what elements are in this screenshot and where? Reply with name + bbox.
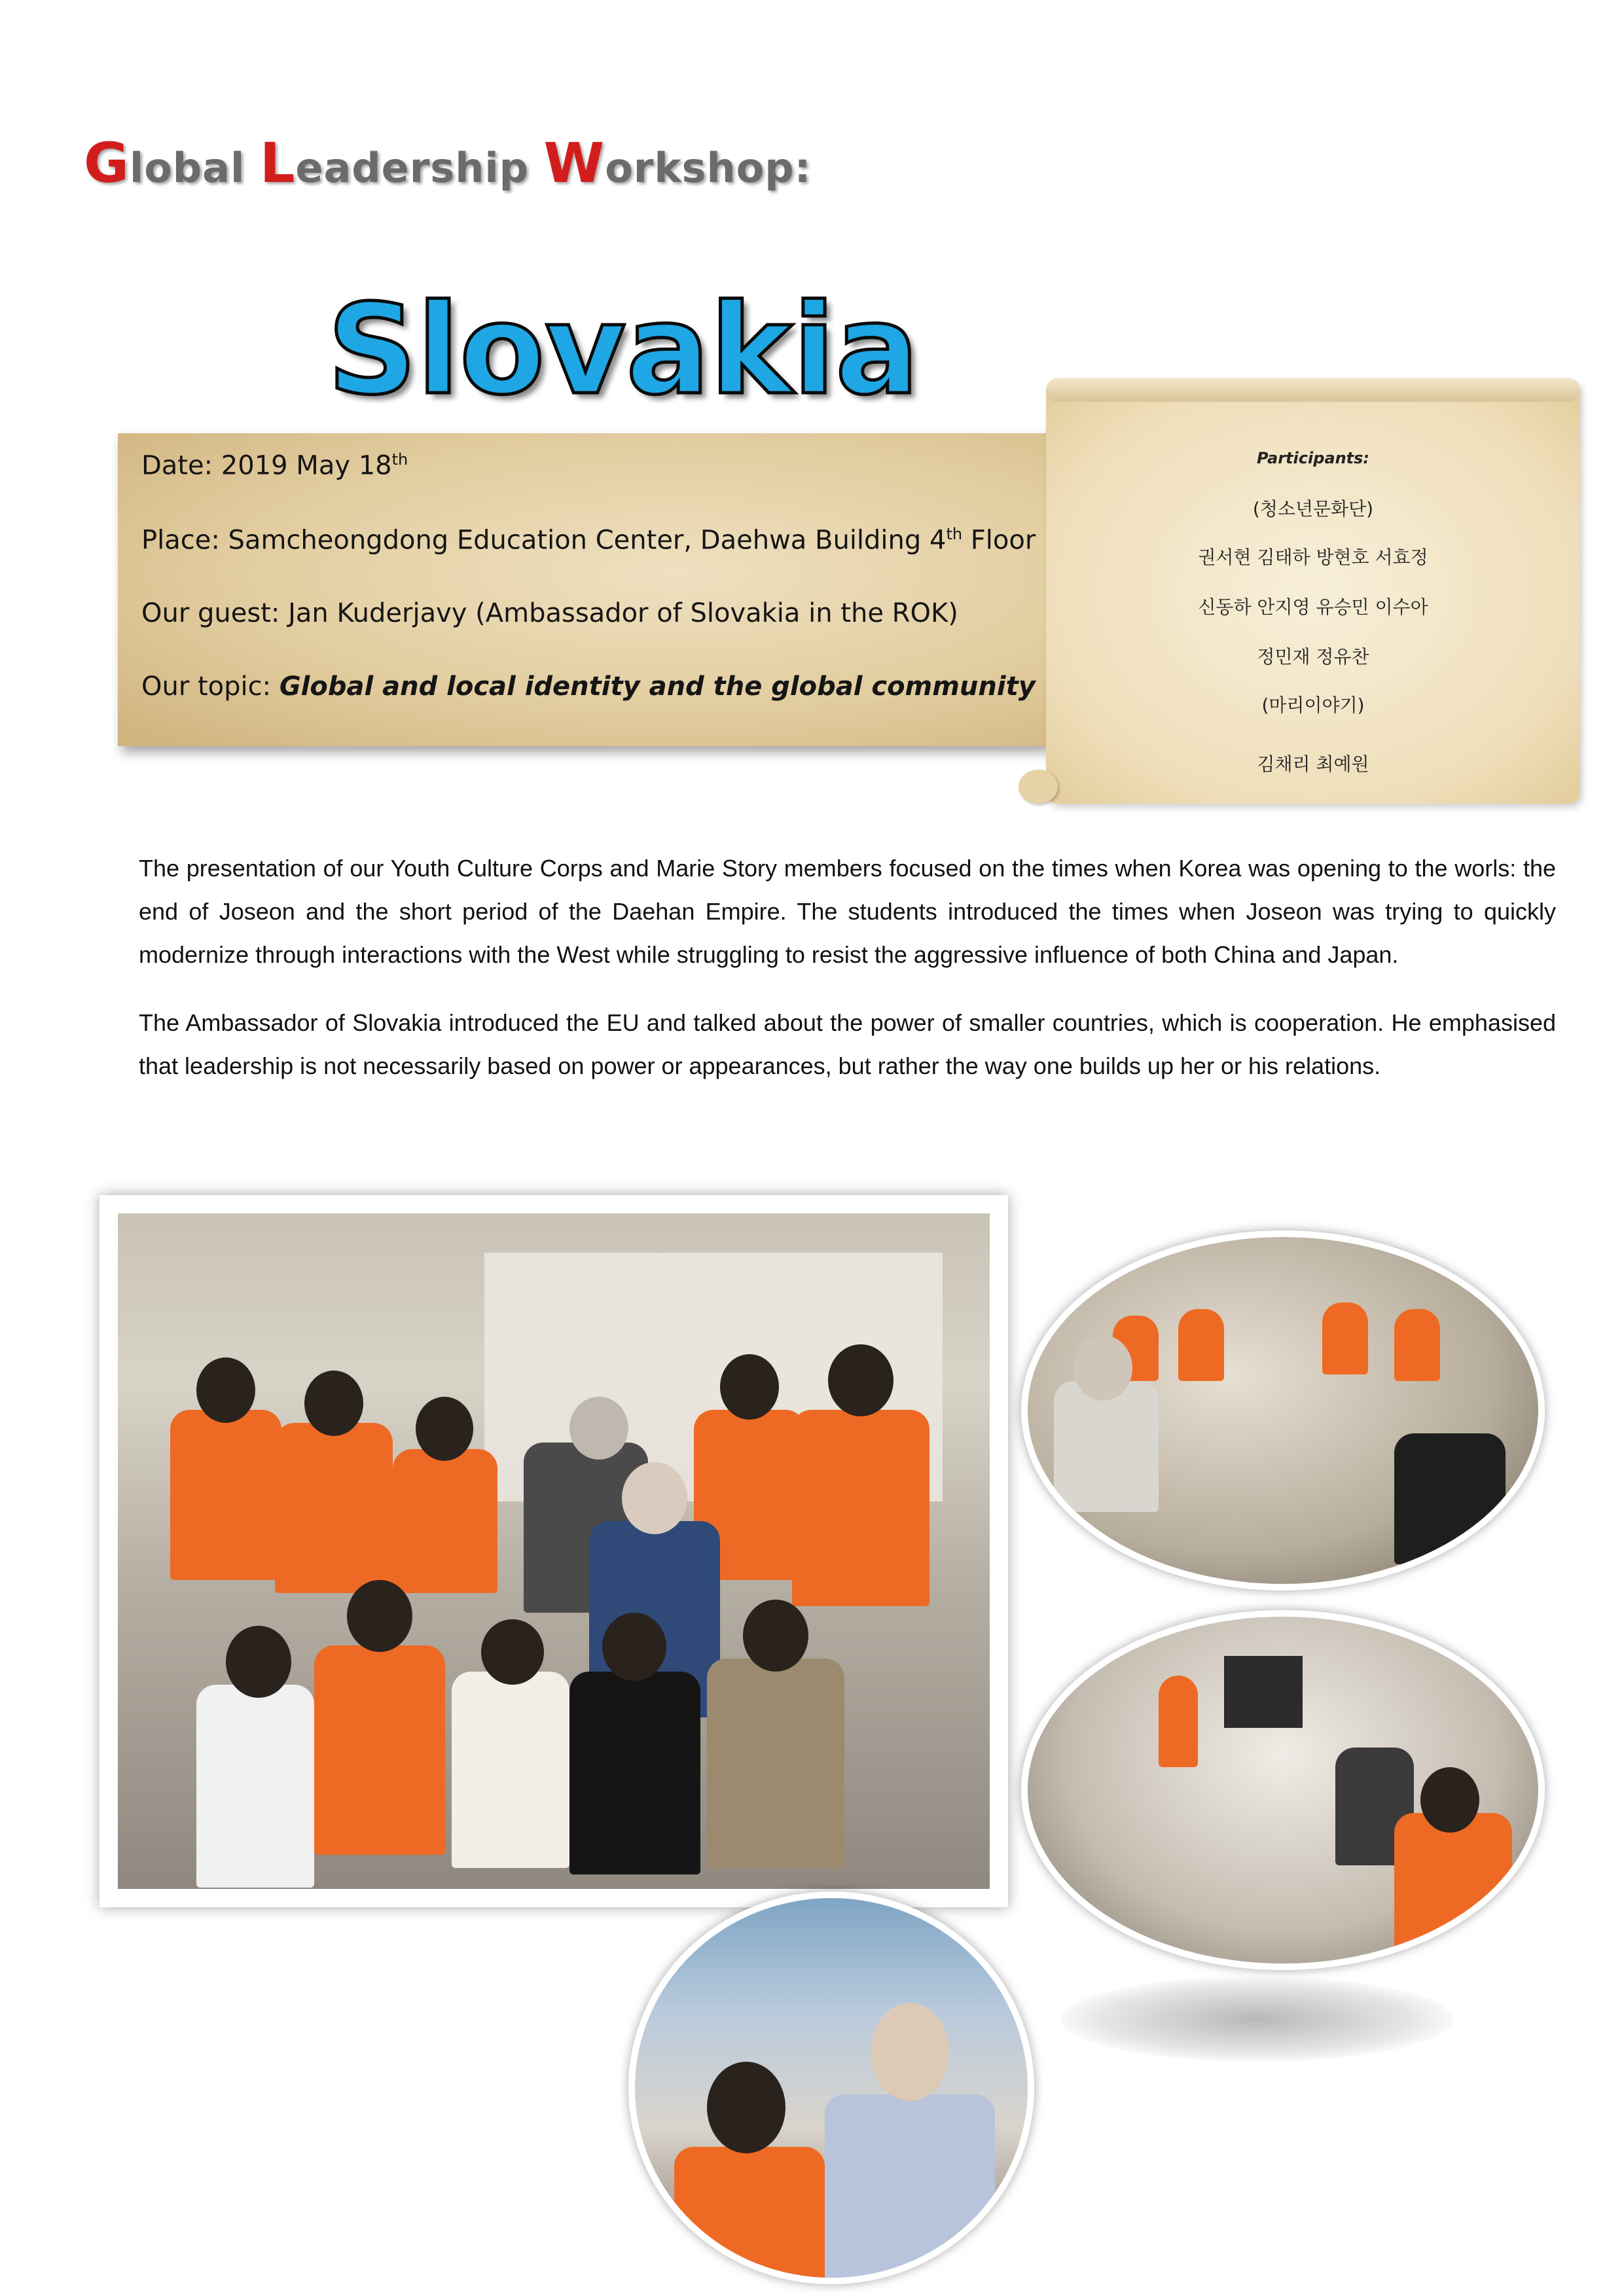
- event-guest: Our guest: Jan Kuderjavy (Ambassador of Slovakia in the ROK): [141, 598, 958, 628]
- event-place-tail: Floor: [962, 525, 1036, 556]
- title-cap-l: L: [259, 131, 296, 195]
- participants-row-3: 정민재 정유찬: [1257, 646, 1369, 668]
- discussion-photo-oval: [1021, 1230, 1545, 1590]
- title-rest-l: eadership: [295, 144, 544, 192]
- scroll-curl-top: [1046, 378, 1580, 402]
- participants-group-marie-story: (마리이야기): [1261, 694, 1365, 716]
- event-date-text: Date: 2019 May 18: [141, 450, 392, 481]
- participants-row-1: 권서현 김태하 방현호 서효정: [1198, 547, 1428, 568]
- body-paragraph-2: The Ambassador of Slovakia introduced the EU and talked about the power of smaller countries, which is cooperation. He emphasised that leadership is not necessarily based on power or appearances, but rather the way one builds up her or his relations.: [139, 1009, 1556, 1079]
- event-place-sup: th: [946, 525, 963, 543]
- event-topic-label: Our topic:: [141, 672, 280, 702]
- event-info-box: [118, 433, 1046, 746]
- decorative-shadow: [1060, 1977, 1453, 2062]
- ambassador-portrait-oval: [628, 1892, 1034, 2284]
- event-place: [141, 525, 1036, 555]
- participants-heading: Participants:: [1256, 449, 1370, 467]
- event-topic-value: Global and local identity and the global community: [279, 672, 1036, 702]
- presentation-photo-oval: [1021, 1610, 1545, 1970]
- participants-row-4: 김채리 최예원: [1257, 753, 1369, 775]
- group-photo-frame: [99, 1195, 1008, 1907]
- participants-row-2: 신동하 안지영 유승민 이수아: [1198, 596, 1428, 618]
- event-place-text: Place: Samcheongdong Education Center, Daehwa Building 4: [141, 525, 947, 556]
- country-title: Slovakia: [327, 278, 920, 422]
- event-date: [141, 450, 408, 480]
- participants-scroll: [1046, 378, 1580, 804]
- participants-group-youth-culture: (청소년문화단): [1252, 498, 1374, 520]
- body-paragraph-1: The presentation of our Youth Culture Corps and Marie Story members focused on the times when Korea was opening to the worls: the end of Joseon and the short period of the Daehan Empire. The students introduced the times when Joseon was trying to quickly modernize through interactions with the West while struggling to resist the aggressive influence of both China and Japan.: [139, 855, 1556, 968]
- title-rest-g: lobal: [129, 144, 260, 192]
- event-topic: [141, 672, 1036, 702]
- title-cap-w: W: [543, 131, 605, 195]
- group-photo: [118, 1213, 990, 1889]
- workshop-title: [84, 131, 811, 195]
- event-date-sup: th: [391, 450, 408, 469]
- title-cap-g: G: [84, 131, 130, 195]
- title-rest-w: orkshop:: [605, 144, 812, 192]
